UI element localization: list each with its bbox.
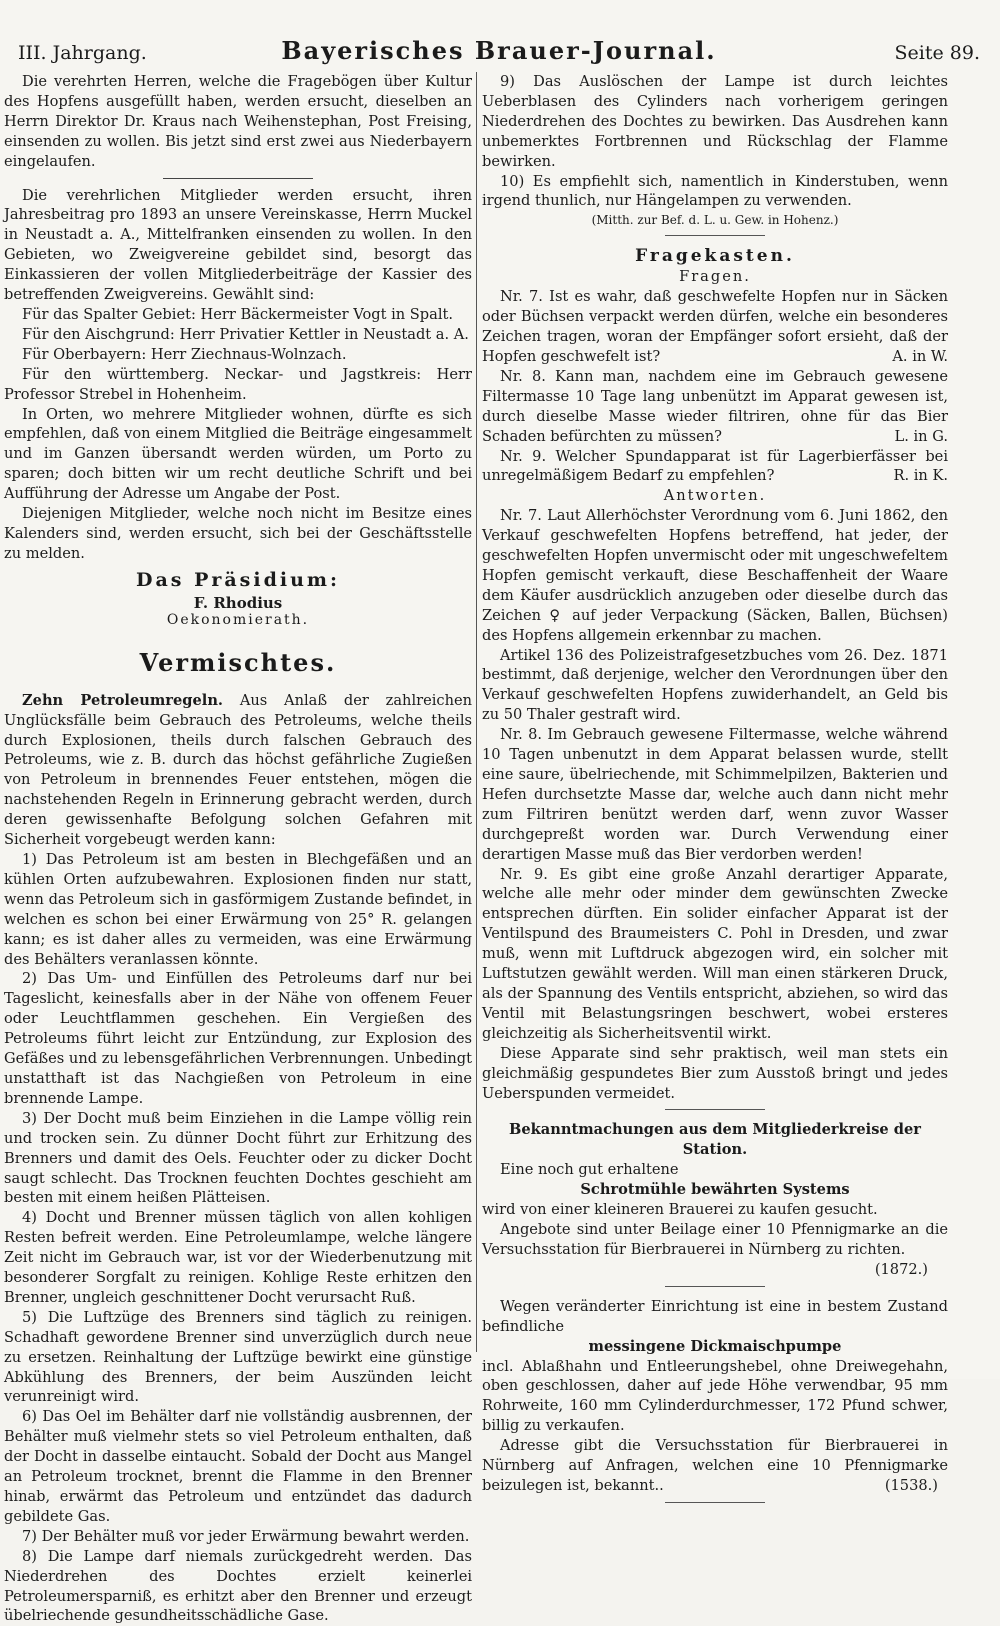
questions-label: Fragen. [679,268,751,286]
rule-1: 1) Das Petroleum ist am besten in Blechgefäßen und an kühlen Orten aufzubewahren. Explosionen finden nur statt, wenn das Petroleum sich in gasförmigem Zustande befindet, in welchen es schon bei einer Erwärmung von 25° R. gelangen kann; es ist daher alles zu vermeiden, was eine Erwärmung des Behälters veranlassen könnte. [4,851,472,968]
ad2-description: incl. Ablaßhahn und Entleerungshebel, ohne Dreiwegehahn, oben geschlossen, daher auf jede Höhe verwendbar, 95 mm Rohrweite, 160 mm Cylinderdurchmesser, 172 Pfund schwer, billig zu verkaufen. [482,1357,948,1435]
separator [665,235,765,236]
collector-aischgrund: Für den Aischgrund: Herr Privatier Kettler in Neustadt a. A. [22,325,469,343]
question-8-signature: L. in G. [894,427,948,445]
question-8 [482,367,948,447]
volume-label: III. Jahrgang. [18,42,147,64]
answers-label: Antworten. [663,487,767,505]
collector-oberbayern: Für Oberbayern: Herr Ziechnaus-Wolnzach. [22,345,347,363]
question-9-text: Nr. 9. Welcher Spundapparat ist für Lagerbierfässer bei unregelmäßigem Bedarf zu empfehlen? [482,447,948,485]
ad1-number: (1872.) [874,1260,928,1278]
petroleum-heading: Zehn Petroleumregeln. [22,691,224,709]
separator [163,178,313,179]
ad2-number: (1538.) [884,1477,938,1494]
fragekasten-title: Fragekasten. [635,246,795,267]
ad1-request: wird von einer kleineren Brauerei zu kaufen gesucht. [482,1201,878,1219]
journal-title: Bayerisches Brauer-Journal. [281,36,717,65]
page-number: Seite 89. [894,42,980,64]
collector-spalt: Für das Spalter Gebiet: Herr Bäckermeister Vogt in Spalt. [22,305,453,323]
answer-8: Nr. 8. Im Gebrauch gewesene Filtermasse, welche während 10 Tagen unbenutzt in dem Apparat belassen wurde, stellt eine saure, übelriechende, mit Schimmelpilzen, Bakterien und Hefen durchsetzte Masse dar, welche auch dann nicht mehr zum Filtriren benützt werden darf, wenn zuvor Wasser durchgepreßt worden war. Durch Verwendung einer derartigen Masse muß das Bier verdorben werden! [482,726,948,863]
ad2-item: messingene Dickmaischpumpe [588,1337,842,1355]
rule-8: 8) Die Lampe darf niemals zurückgedreht werden. Das Niederdrehen des Dochtes erzielt keinerlei Petroleumersparniß, es erhitzt aber den Brenner und erzeugt übelriechende gesundheitsschädliche Gase. [4,1547,472,1625]
ad1-item: Schrotmühle bewährten Systems [580,1181,850,1199]
answer-7: Nr. 7. Laut Allerhöchster Verordnung vom 6. Juni 1862, den Verkauf geschwefelten Hopfens betreffend, hat jeder, der geschwefelten Hopfen unvermischt oder mit ungeschwefeltem Hopfen gemischt verkauft, diese Beschaffenheit der Waare dem Käufer ausdrücklich anzugeben oder dieselbe durch das Zeichen ♀ auf jeder Verpackung (Säcken, Ballen, Büchsen) des Hopfens allgemein erkennbar zu machen. [482,507,948,644]
petroleum-intro [4,691,472,850]
left-column [4,72,472,1626]
separator [665,1109,765,1110]
answer-7-law: Artikel 136 des Polizeistrafgesetzbuches vom 26. Dez. 1871 bestimmt, daß derjenige, welcher den Verordnungen über den Verkauf geschwefelten Hopfens zuwiderhandelt, an Geld bis zu 50 Thaler gestraft wird. [482,646,948,724]
notice-calendar: Diejenigen Mitglieder, welche noch nicht im Besitze eines Kalenders sind, werden ersucht, sich bei der Geschäftsstelle zu melden. [4,505,472,562]
answer-9: Nr. 9. Es gibt eine große Anzahl derartiger Apparate, welche alle mehr oder minder dem gewünschten Zwecke entsprechen dürften. Ein solider einfacher Apparat ist der Ventilspund des Braumeisters C. Pohl in Dresden, und zwar muß, wenn mit Luftdruck abgezogen wird, ein solcher mit Luftstutzen gewählt werden. Will man einen stärkeren Druck, als der Spannung des Ventils entspricht, abziehen, so wird das Ventil mit Belastungsringen beschwert, wobei ersteres gleichzeitig als Sicherheitsventil wirkt. [482,865,948,1042]
source-citation: (Mitth. zur Bef. d. L. u. Gew. in Hohenz.) [591,213,839,228]
ad1-contact: Angebote sind unter Beilage einer 10 Pfennigmarke an die Versuchsstation für Bierbrauerei in Nürnberg zu richten. [482,1221,948,1259]
question-7 [482,287,948,367]
ad2-contact [482,1436,948,1496]
rule-7: 7) Der Behälter muß vor jeder Erwärmung bewahrt werden. [22,1527,470,1545]
rule-3: 3) Der Docht muß beim Einziehen in die Lampe völlig rein und trocken sein. Zu dünner Docht führt zur Erhitzung des Brenners und damit des Oels. Feuchter oder zu dicker Docht saugt schlecht. Das Trocknen feuchten Dochtes geschieht am besten mit einem heißen Plätteisen. [4,1109,472,1207]
question-8-text: Nr. 8. Kann man, nachdem eine im Gebrauch gewesene Filtermasse 10 Tage lang unbenützt im Apparat gewesen ist, durch dieselbe Masse wieder filtriren, ohne für das Bier Schaden befürchten zu müssen? [482,367,948,445]
collector-wuerttemberg: Für den württemberg. Neckar- und Jagstkreis: Herr Professor Strebel in Hohenheim. [4,365,472,403]
question-9-signature: R. in K. [893,467,948,485]
notice-questionnaire: Die verehrten Herren, welche die Fragebögen über Kultur des Hopfens ausgefüllt haben, werden ersucht, dieselben an Herrn Direktor Dr. Kraus nach Weihenstephan, Post Freising, einsenden zu wollen. Bis jetzt sind erst zwei aus Niederbayern eingelaufen. [4,73,472,170]
question-7-signature: A. in W. [892,347,948,365]
answer-9-conclusion: Diese Apparate sind sehr praktisch, weil man stets ein gleichmäßig gespundetes Bier zum Ausstoß bringt und jedes Ueberspunden vermeidet. [482,1044,948,1102]
rule-10: 10) Es empfiehlt sich, namentlich in Kinderstuben, wenn irgend thunlich, nur Hängelampen zu verwenden. [482,172,948,210]
section-title-vermischtes: Vermischtes. [139,647,337,677]
rule-4: 4) Docht und Brenner müssen täglich von allen kohligen Resten befreit werden. Eine Petroleumlampe, welche längere Zeit nicht im Gebrauch war, ist vor der Wiederbenutzung mit besonderer Sorgfalt zu reinigen. Kohlige Reste erhitzen den Brenner, ungleich geschnittener Docht verursacht Ruß. [4,1209,472,1306]
separator [665,1502,765,1503]
separator [665,1286,765,1287]
signature-name: F. Rhodius [193,593,283,612]
rule-6: 6) Das Oel im Behälter darf nie vollständig ausbrennen, der Behälter muß vielmehr stets so viel Petroleum enthalten, daß der Docht in dasselbe eintaucht. Sobald der Docht aus Mangel an Petroleum trocknet, brennt die Flamme in den Brenner hinab, erwärmt das Petroleum und entzündet das dadurch gebildete Gas. [4,1408,472,1525]
question-9 [482,447,948,487]
rule-2: 2) Das Um- und Einfüllen des Petroleums darf nur bei Tageslicht, keinesfalls aber in der Nähe von offenem Feuer oder Leuchtflammen geschehen. Ein Vergießen des Petroleums führt leicht zur Entzündung, zur Explosion des Gefäßes und zu lebensgefährlichen Verbrennungen. Unbedingt unstatthaft ist das Nachgießen von Petroleum in eine brennende Lampe. [4,970,472,1107]
question-7-text: Nr. 7. Ist es wahr, daß geschwefelte Hopfen nur in Säcken oder Büchsen verpackt werden dürfen, welche ein besonderes Zeichen tragen, woran der Empfänger sofort ersieht, daß der Hopfen geschwefelt ist? [482,288,948,365]
rule-9: 9) Das Auslöschen der Lampe ist durch leichtes Ueberblasen des Cylinders nach vorherigem geringen Niederdrehen des Dochtes zu bewirken. Das Ausdrehen kann unbemerktes Fortbrennen und Rückschlag der Flamme bewirken. [482,73,948,170]
announcements-title: Bekanntmachungen aus dem Mitgliederkreise der Station. [509,1121,921,1159]
petroleum-intro-text: Aus Anlaß der zahlreichen Unglücksfälle beim Gebrauch des Petroleums, welche theils durch Explosionen, theils durch falschen Gebrauch des Petroleums, wie z. B. durch das höchst gefährliche Zugießen von Petroleum in brennendes Feuer entstehen, mögen die nachstehenden Regeln in Erinnerung gebracht werden, durch deren gewissenhafte Befolgung solchen Gefahren mit Sicherheit vorgebeugt werden kann: [4,691,473,849]
ad2-intro: Wegen veränderter Einrichtung ist eine in bestem Zustand befindliche [482,1297,948,1335]
signature-title: Das Präsidium: [135,568,341,591]
right-column [482,72,948,1513]
page-header [18,36,980,70]
notice-membership-fee: Die verehrlichen Mitglieder werden ersucht, ihren Jahresbeitrag pro 1893 an unsere Vereinskasse, Herrn Muckel in Neustadt a. A., Mittelfranken einsenden zu wollen. In den Gebieten, wo Zweigvereine gebildet sind, besorgt das Einkassieren der vollen Mitgliederbeiträge der Kassier des betreffenden Zweigvereins. Gewählt sind: [4,186,472,304]
notice-postage: In Orten, wo mehrere Mitglieder wohnen, dürfte es sich empfehlen, daß von einem Mitglied die Beiträge eingesammelt und im Ganzen übersandt werden würden, um Porto zu sparen; doch bitten wir um recht deutliche Schrift und bei Aufführung der Adresse um Angabe der Post. [4,405,472,503]
column-divider [476,72,477,1352]
ad2-contact-text: Adresse gibt die Versuchsstation für Bierbrauerei in Nürnberg auf Anfragen, welchen eine 10 Pfennigmarke beizulegen ist, bekannt.. [482,1437,948,1494]
signature-role: Oekonomierath. [166,611,310,628]
rule-5: 5) Die Luftzüge des Brenners sind täglich zu reinigen. Schadhaft gewordene Brenner sind unverzüglich durch neue zu ersetzen. Reinhaltung der Luftzüge bewirkt eine günstige Abkühlung des Brenners, der beim Auszünden leicht verunreinigt wird. [4,1308,472,1406]
ad1-intro: Eine noch gut erhaltene [500,1161,679,1179]
